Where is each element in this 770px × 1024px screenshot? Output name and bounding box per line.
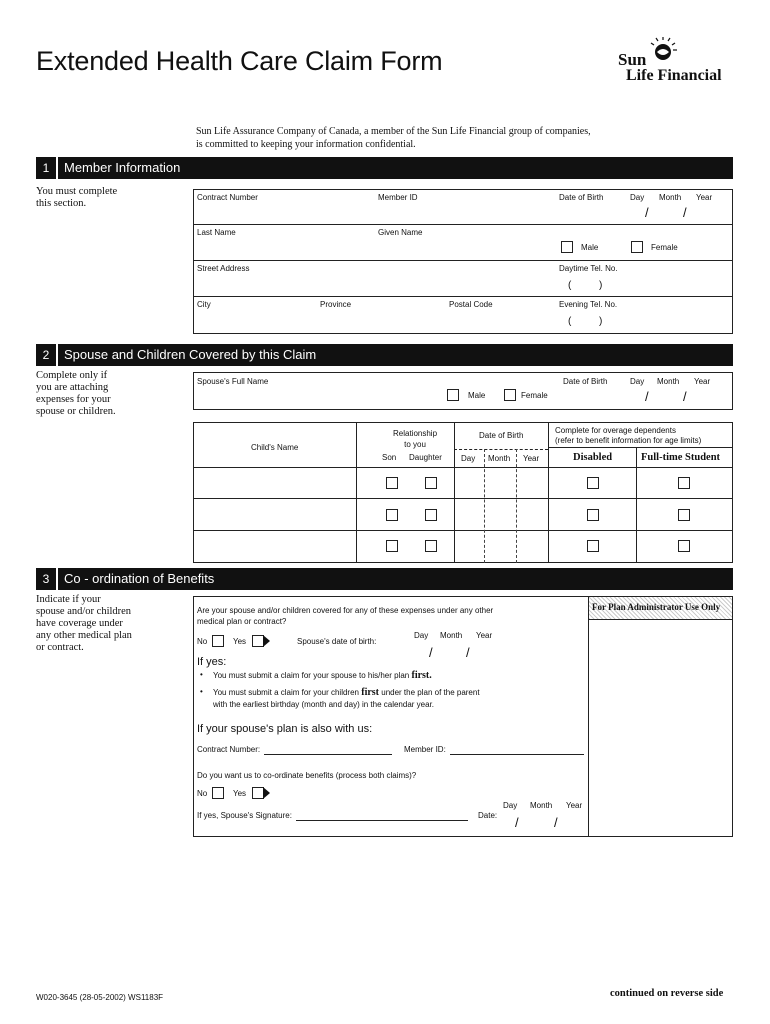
sun-logo-icon — [648, 36, 678, 66]
if-yes-heading: If yes: — [197, 656, 227, 668]
child-2-son-checkbox[interactable] — [386, 509, 398, 521]
s3-side-3: have coverage under — [36, 618, 123, 629]
child-dob-header: Date of Birth — [479, 431, 524, 440]
daughter-header: Daughter — [409, 453, 442, 462]
section-3-number: 3 — [36, 568, 58, 590]
child-1-daughter-checkbox[interactable] — [425, 477, 437, 489]
coverage-no-label: No — [197, 637, 208, 646]
s3-contract-number-label: Contract Number: — [197, 745, 261, 754]
relationship-line-2: to you — [404, 440, 426, 449]
s3-dob-day: Day — [414, 631, 429, 640]
child-1-disabled-checkbox[interactable] — [587, 477, 599, 489]
s3-spouse-dob-field[interactable] — [410, 645, 500, 659]
dob-slash-1: / — [645, 205, 649, 220]
child-3-son-checkbox[interactable] — [386, 540, 398, 552]
child-3-name-field[interactable] — [195, 532, 353, 561]
s2-side-3: expenses for your — [36, 394, 111, 405]
evening-tel-field[interactable] — [566, 316, 716, 330]
coordinate-no-label: No — [197, 789, 208, 798]
intro-line-2: is committed to keeping your information confidential. — [196, 139, 416, 150]
logo-sun-text: Sun — [618, 50, 647, 69]
child-1-son-checkbox[interactable] — [386, 477, 398, 489]
form-title: Extended Health Care Claim Form — [36, 46, 443, 76]
s2-side-1: Complete only if — [36, 370, 108, 381]
spouse-male-label: Male — [468, 391, 486, 400]
bullet-1: • — [200, 670, 203, 679]
child-2-dob-field[interactable] — [456, 500, 546, 528]
city-field[interactable] — [197, 310, 307, 330]
bullet-1-text — [213, 670, 432, 681]
s3-dob-slash-1: / — [429, 645, 433, 660]
coordinate-arrow-icon — [263, 787, 270, 799]
daytime-tel-label: Daytime Tel. No. — [559, 264, 618, 273]
sig-date-year: Year — [566, 801, 583, 810]
sig-date-slash-1: / — [515, 815, 519, 830]
given-name-label: Given Name — [378, 228, 423, 237]
child-3-student-checkbox[interactable] — [678, 540, 690, 552]
evening-paren-close: ) — [599, 316, 603, 327]
s3-contract-number-field[interactable] — [264, 754, 392, 755]
dob-month-label: Month — [659, 193, 682, 202]
spouse-dob-slash-1: / — [645, 389, 649, 404]
sig-date-month: Month — [530, 801, 553, 810]
member-id-field[interactable] — [378, 203, 548, 223]
spouse-female-label: Female — [521, 391, 548, 400]
s3-member-id-label: Member ID: — [404, 745, 446, 754]
section-2-instructions — [36, 370, 116, 418]
member-female-label: Female — [651, 243, 678, 252]
disabled-header: Disabled — [573, 452, 613, 463]
spouse-name-label: Spouse's Full Name — [197, 377, 269, 386]
relationship-line-1: Relationship — [392, 429, 438, 438]
spouse-signature-label: If yes, Spouse's Signature: — [197, 811, 292, 820]
sig-date-label: Date: — [478, 811, 498, 820]
s3-dob-year: Year — [476, 631, 493, 640]
spouse-male-checkbox[interactable] — [447, 389, 459, 401]
member-dob-field[interactable] — [624, 205, 729, 221]
postal-code-label: Postal Code — [449, 300, 493, 309]
section-1-number: 1 — [36, 157, 58, 179]
coordinate-question: Do you want us to co-ordinate benefits (process both claims)? — [197, 771, 417, 780]
member-male-label: Male — [581, 243, 599, 252]
daytime-tel-field[interactable] — [566, 280, 716, 294]
s2-side-2: you are attaching — [36, 382, 109, 393]
admin-use-label: For Plan Administrator Use Only — [592, 602, 721, 612]
contract-number-label: Contract Number — [197, 193, 258, 202]
form-code: W020-3645 (28-05-2002) WS1183F — [36, 993, 164, 1002]
student-header: Full-time Student — [641, 452, 721, 463]
son-header: Son — [382, 453, 397, 462]
spouse-dob-field[interactable] — [624, 389, 729, 405]
child-2-student-checkbox[interactable] — [678, 509, 690, 521]
coverage-yes-label: Yes — [233, 637, 247, 646]
bullet-2-pre: You must submit a claim for your children — [213, 688, 359, 697]
spouse-signature-field[interactable] — [296, 820, 468, 821]
spouse-dob-month: Month — [657, 377, 680, 386]
childs-name-header: Child's Name — [251, 443, 299, 452]
coverage-question-line-2: medical plan or contract? — [197, 617, 287, 626]
s3-side-5: or contract. — [36, 642, 84, 653]
child-3-dob-field[interactable] — [456, 532, 546, 561]
bullet-1-bold: first. — [411, 670, 432, 681]
given-name-field[interactable] — [378, 238, 548, 258]
evening-tel-label: Evening Tel. No. — [559, 300, 618, 309]
last-name-label: Last Name — [197, 228, 236, 237]
section-1-title: Member Information — [64, 160, 181, 175]
street-address-field[interactable] — [197, 274, 547, 294]
s3-dob-month: Month — [440, 631, 463, 640]
spouse-dob-year: Year — [694, 377, 711, 386]
dob-day-label: Day — [630, 193, 645, 202]
section-3-title: Co - ordination of Benefits — [64, 571, 215, 586]
coordinate-no-checkbox[interactable] — [212, 787, 224, 799]
child-dob-day: Day — [461, 454, 476, 463]
section-3-instructions — [36, 594, 132, 654]
section-2-number: 2 — [36, 344, 58, 366]
overage-header — [555, 426, 701, 446]
child-1-name-field[interactable] — [195, 469, 353, 497]
intro-line-1: Sun Life Assurance Company of Canada, a member of the Sun Life Financial group of companies, — [196, 126, 591, 137]
spouse-female-checkbox[interactable] — [504, 389, 516, 401]
overage-line-2: (refer to benefit information for age limits) — [555, 436, 702, 445]
evening-paren-open: ( — [568, 316, 572, 327]
spouse-dob-label: Date of Birth — [563, 377, 608, 386]
contract-number-field[interactable] — [197, 203, 367, 223]
relationship-header — [372, 428, 458, 450]
s3-side-4: any other medical plan — [36, 630, 132, 641]
logo-life-financial-text: Life Financial — [626, 67, 722, 84]
intro-text — [196, 125, 591, 151]
section-3-header — [36, 568, 733, 590]
coverage-question-line-1: Are your spouse and/or children covered for any of these expenses under any other — [197, 606, 494, 615]
child-1-dob-field[interactable] — [456, 469, 546, 497]
sig-date-day: Day — [503, 801, 518, 810]
member-male-checkbox[interactable] — [561, 241, 573, 253]
bullet-1-pre: You must submit a claim for your spouse to his/her plan — [213, 671, 410, 680]
spouse-name-field[interactable] — [197, 388, 437, 406]
section-1-instructions — [36, 186, 117, 210]
child-dob-month: Month — [488, 454, 511, 463]
province-field[interactable] — [320, 310, 430, 330]
last-name-field[interactable] — [197, 238, 367, 258]
street-address-label: Street Address — [197, 264, 250, 273]
spouse-plan-heading: If your spouse's plan is also with us: — [197, 723, 373, 735]
dob-year-label: Year — [696, 193, 713, 202]
bullet-2-text — [213, 687, 480, 711]
s3-side-1: Indicate if your — [36, 594, 101, 605]
daytime-paren-close: ) — [599, 280, 603, 291]
dob-slash-2: / — [683, 205, 687, 220]
sun-life-logo — [612, 36, 736, 86]
admin-use-header — [589, 597, 732, 619]
yes-arrow-icon — [263, 635, 270, 647]
child-3-daughter-checkbox[interactable] — [425, 540, 437, 552]
overage-line-1: Complete for overage dependents — [555, 426, 676, 435]
s1-side-1: You must complete — [36, 186, 118, 197]
coordinate-yes-label: Yes — [233, 789, 247, 798]
dob-label: Date of Birth — [559, 193, 604, 202]
child-1-student-checkbox[interactable] — [678, 477, 690, 489]
child-2-disabled-checkbox[interactable] — [587, 509, 599, 521]
s1-side-2: this section. — [36, 198, 87, 209]
child-2-name-field[interactable] — [195, 500, 353, 528]
coverage-question — [197, 605, 493, 627]
section-2-header — [36, 344, 733, 366]
spouse-dob-slash-2: / — [683, 389, 687, 404]
continued-note: continued on reverse side — [610, 988, 724, 999]
bullet-2-post: under the plan of the parent — [381, 688, 480, 697]
province-label: Province — [320, 300, 352, 309]
s3-side-2: spouse and/or children — [36, 606, 132, 617]
coverage-no-checkbox[interactable] — [212, 635, 224, 647]
admin-use-area[interactable] — [590, 621, 731, 835]
sig-date-slash-2: / — [554, 815, 558, 830]
spouse-dob-q-label: Spouse's date of birth: — [297, 637, 377, 646]
postal-code-field[interactable] — [449, 310, 549, 330]
spouse-dob-day: Day — [630, 377, 645, 386]
member-female-checkbox[interactable] — [631, 241, 643, 253]
child-dob-year: Year — [523, 454, 540, 463]
child-2-daughter-checkbox[interactable] — [425, 509, 437, 521]
child-3-disabled-checkbox[interactable] — [587, 540, 599, 552]
s2-side-4: spouse or children. — [36, 406, 116, 417]
s3-member-id-field[interactable] — [450, 754, 584, 755]
bullet-2-bold: first — [361, 687, 380, 698]
section-2-title: Spouse and Children Covered by this Claim — [64, 347, 317, 362]
bullet-2: • — [200, 687, 203, 696]
daytime-paren-open: ( — [568, 280, 572, 291]
bullet-2-line-2: with the earliest birthday (month and day) in the calendar year. — [213, 700, 435, 709]
city-label: City — [197, 300, 211, 309]
s3-dob-slash-2: / — [466, 645, 470, 660]
section-1-header — [36, 157, 733, 179]
member-id-label: Member ID — [378, 193, 418, 202]
